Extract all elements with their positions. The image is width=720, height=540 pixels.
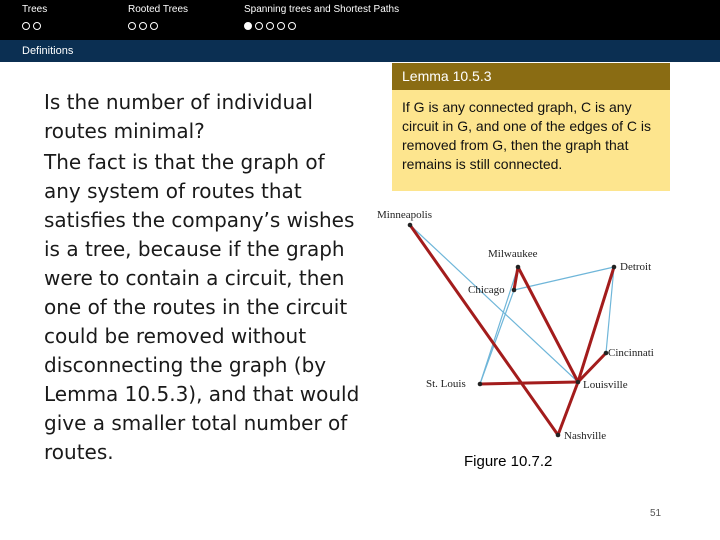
city-label-chicago: Chicago (468, 284, 505, 296)
city-label-detroit: Detroit (620, 261, 652, 273)
nav-dots-trees (22, 22, 44, 30)
nav-dot-current[interactable] (244, 22, 252, 30)
city-label-stlouis: St. Louis (426, 378, 466, 390)
nav-section-spanning-trees[interactable]: Spanning trees and Shortest Paths (244, 4, 400, 15)
edge-chicago-stlouis (480, 290, 514, 384)
city-node-louisville (576, 380, 581, 385)
lemma-title: Lemma 10.5.3 (392, 63, 670, 90)
route-graph (372, 200, 692, 450)
city-label-cincinnati: Cincinnati (608, 347, 654, 359)
lemma-body: If G is any connected graph, C is any circuit in G, and one of the edges of C is removed from G, then the graph that remains is still connected. (402, 99, 652, 172)
city-node-stlouis (478, 382, 483, 387)
city-node-milwaukee (516, 265, 521, 270)
nav-dot[interactable] (266, 22, 274, 30)
explanation-text: The fact is that the graph of any system of routes that satisfies the company’s wishes is a tree, because if the graph were to contain a circuit, then one of the routes in the circuit could be removed without disconnecting the graph (by Lemma 10.5.3), and that would give a smaller total number of routes. (44, 150, 360, 464)
city-label-milwaukee: Milwaukee (488, 248, 538, 260)
nav-dot[interactable] (33, 22, 41, 30)
nav-dot[interactable] (277, 22, 285, 30)
question-text: Is the number of individual routes minimal? (44, 90, 313, 143)
city-label-nashville: Nashville (564, 430, 607, 442)
nav-section-rooted-trees[interactable]: Rooted Trees (128, 4, 189, 15)
nav-dot[interactable] (255, 22, 263, 30)
city-node-detroit (612, 265, 617, 270)
nav-dot[interactable] (150, 22, 158, 30)
city-node-minneapolis (408, 223, 413, 228)
figure-caption: Figure 10.7.2 (464, 453, 553, 470)
section-header-label: Definitions (22, 45, 74, 57)
edge-stlouis-louisville (480, 382, 578, 384)
top-navigation-bar (0, 0, 720, 40)
edge-louisville-nashville (558, 382, 578, 435)
nav-dots-rooted-trees (128, 22, 161, 30)
edge-milwaukee-louisville (518, 267, 578, 382)
city-label-minneapolis: Minneapolis (377, 209, 432, 221)
edge-chicago-milwaukee-tree (514, 267, 518, 290)
nav-dot[interactable] (128, 22, 136, 30)
lemma-box (392, 63, 670, 191)
city-label-louisville: Louisville (583, 379, 628, 391)
section-header-bar (0, 40, 720, 62)
nav-dot[interactable] (139, 22, 147, 30)
nav-section-trees[interactable]: Trees (22, 4, 48, 15)
city-node-nashville (556, 433, 561, 438)
nav-dots-spanning-trees (244, 22, 299, 30)
nav-dot[interactable] (288, 22, 296, 30)
nav-dot[interactable] (22, 22, 30, 30)
city-node-chicago (512, 288, 517, 293)
page-number: 51 (650, 508, 662, 519)
main-text-block (44, 88, 364, 469)
